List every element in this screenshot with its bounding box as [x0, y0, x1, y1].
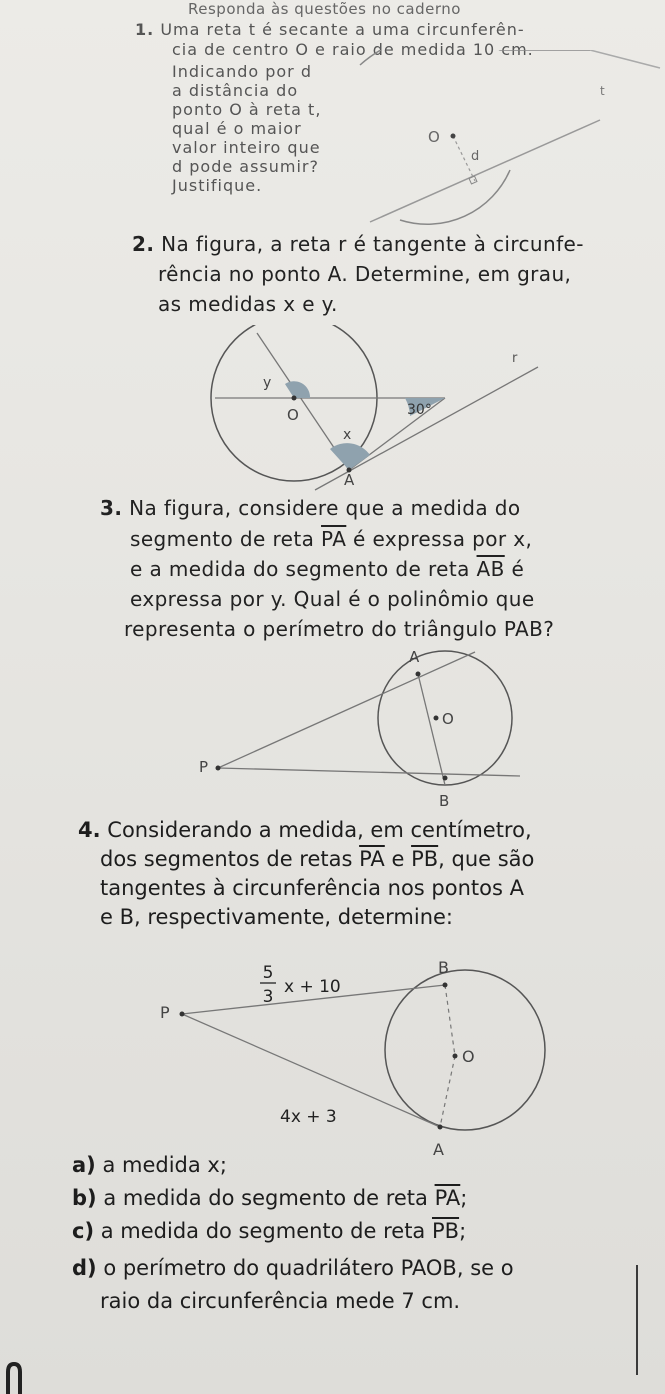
q4-item-a — [72, 1153, 227, 1177]
q4-item-end: ; — [459, 1219, 467, 1243]
q4-item-letter: d) — [72, 1256, 97, 1280]
q3-line3 — [130, 557, 524, 581]
q3-label-b: B — [439, 792, 450, 810]
q1-figure — [340, 50, 665, 240]
q4-line2 — [100, 847, 534, 871]
page-header: Responda às questões no caderno — [188, 0, 461, 18]
q3-number: 3. — [100, 496, 123, 520]
q3-line5: representa o perímetro do triângulo PAB? — [124, 617, 555, 641]
q1-side-text — [172, 62, 321, 195]
corner-glyph — [8, 1364, 20, 1394]
q4-item-d-line2: raio da circunferência mede 7 cm. — [100, 1289, 461, 1313]
q2-label-x: x — [343, 427, 352, 443]
q1-label-d: d — [471, 149, 480, 164]
q1-secant-line-t — [370, 120, 600, 222]
q4-text-2b: , que são — [438, 847, 535, 871]
margin-line — [636, 1265, 638, 1375]
q1-line2: cia de centro O e raio de medida 10 cm. — [172, 40, 534, 59]
q4-item-segment: $\overline{PB}$ — [431, 1219, 460, 1243]
q1-circle-arc — [360, 50, 590, 65]
q4-item-segment: $\overline{PA}$ — [434, 1186, 461, 1210]
q1-side-line: ponto O à reta t, — [172, 100, 322, 119]
q3-line4: expressa por y. Qual é o polinômio que — [130, 587, 535, 611]
q1-side-line: qual é o maior — [172, 119, 302, 138]
q3-point-b — [443, 776, 448, 781]
q2-text-1: Na figura, a reta r é tangente à circunfe- — [161, 232, 584, 256]
q4-label-o: O — [462, 1047, 475, 1066]
q3-segment-pa: $\overline{PA}$ — [321, 527, 347, 551]
q3-line2 — [130, 527, 532, 551]
q3-text-3a: e a medida do segmento de reta — [130, 557, 477, 581]
q1-label-o: O — [428, 128, 440, 146]
q2-label-r: r — [512, 351, 518, 366]
q1-circle-arc-lower — [400, 170, 510, 224]
q4-radius-oa — [440, 1056, 455, 1127]
q1-number: 1. — [135, 20, 155, 39]
q3-text-2a: segmento de reta — [130, 527, 322, 551]
q4-point-p — [180, 1012, 185, 1017]
q1-side-line: Justifique. — [172, 176, 263, 195]
q2-angle-y — [285, 381, 310, 398]
q2-line1 — [132, 232, 584, 256]
q4-fraction-denominator: 3 — [262, 987, 274, 1007]
q4-point-a — [438, 1125, 443, 1130]
q4-line4: e B, respectivamente, determine: — [100, 905, 454, 929]
q4-text-1: Considerando a medida, em centímetro, — [107, 818, 532, 842]
q4-line1 — [78, 818, 532, 842]
q3-text-3b: é — [504, 557, 525, 581]
q3-center-point — [434, 716, 439, 721]
q2-figure — [205, 325, 545, 500]
q4-label-a: A — [433, 1140, 444, 1159]
q3-text-1: Na figura, considere que a medida do — [129, 496, 521, 520]
q4-segment-pb: $\overline{PB}$ — [411, 847, 439, 871]
q2-angle-x — [330, 443, 370, 470]
q4-item-c — [72, 1219, 466, 1243]
q4-point-b — [443, 983, 448, 988]
q1-line1 — [135, 20, 525, 39]
q4-center-point — [453, 1054, 458, 1059]
q4-text-2a: dos segmentos de retas — [100, 847, 360, 871]
q4-label-p: P — [160, 1003, 170, 1022]
q3-label-o: O — [442, 710, 454, 728]
q4-item-letter: c) — [72, 1219, 95, 1243]
q4-item-text: o perímetro do quadrilátero PAOB, se o — [103, 1256, 514, 1280]
q4-figure — [140, 950, 560, 1165]
q2-line3: as medidas x e y. — [158, 292, 338, 316]
q4-item-text: a medida do segmento de reta — [103, 1186, 435, 1210]
q1-center-point — [451, 134, 456, 139]
q3-tangent-pb — [218, 768, 520, 776]
q2-center-point — [292, 396, 297, 401]
q4-line3: tangentes à circunferência nos pontos A — [100, 876, 524, 900]
q2-line2: rência no ponto A. Determine, em grau, — [158, 262, 572, 286]
q1-side-line: Indicando por d — [172, 62, 312, 81]
q4-segment-pa: $\overline{PA}$ — [359, 847, 385, 871]
q1-text-1: Uma reta t é secante a uma circunferên- — [160, 20, 525, 39]
q2-label-y: y — [263, 375, 272, 391]
q3-label-p: P — [199, 758, 209, 776]
q3-point-a — [416, 672, 421, 677]
q2-label-o: O — [287, 406, 299, 424]
q3-line1 — [100, 496, 521, 520]
q4-item-letter: b) — [72, 1186, 97, 1210]
q4-expr-bottom: 4x + 3 — [280, 1107, 337, 1127]
q1-arc-end — [590, 50, 660, 68]
q3-point-p — [216, 766, 221, 771]
q2-label-30: 30° — [407, 402, 432, 418]
q4-item-end: ; — [460, 1186, 468, 1210]
q3-segment-ab: $\overline{AB}$ — [476, 557, 505, 581]
q4-item-b — [72, 1186, 467, 1210]
q4-item-d — [72, 1256, 514, 1280]
q4-item-text: a medida do segmento de reta — [100, 1219, 432, 1243]
q3-chord-ab — [418, 674, 445, 785]
q4-text-2mid: e — [384, 847, 412, 871]
q2-label-a: A — [344, 471, 355, 489]
q4-radius-ob — [445, 985, 455, 1056]
q4-item-letter: a) — [72, 1153, 96, 1177]
q1-side-line: a distância do — [172, 81, 299, 100]
q4-fraction-numerator: 5 — [262, 963, 274, 983]
q3-text-2b: é expressa por x, — [346, 527, 533, 551]
q1-side-line: d pode assumir? — [172, 157, 319, 176]
q4-label-b: B — [438, 958, 449, 977]
q4-expr-top: x + 10 — [284, 977, 341, 997]
q2-number: 2. — [132, 232, 155, 256]
page-corner-mark — [0, 1360, 30, 1394]
q4-item-text: a medida x; — [102, 1153, 227, 1177]
q1-label-t: t — [600, 84, 605, 98]
q1-side-line: valor inteiro que — [172, 138, 321, 157]
q3-label-a: A — [409, 648, 420, 666]
q3-figure — [190, 644, 530, 814]
q4-number: 4. — [78, 818, 101, 842]
